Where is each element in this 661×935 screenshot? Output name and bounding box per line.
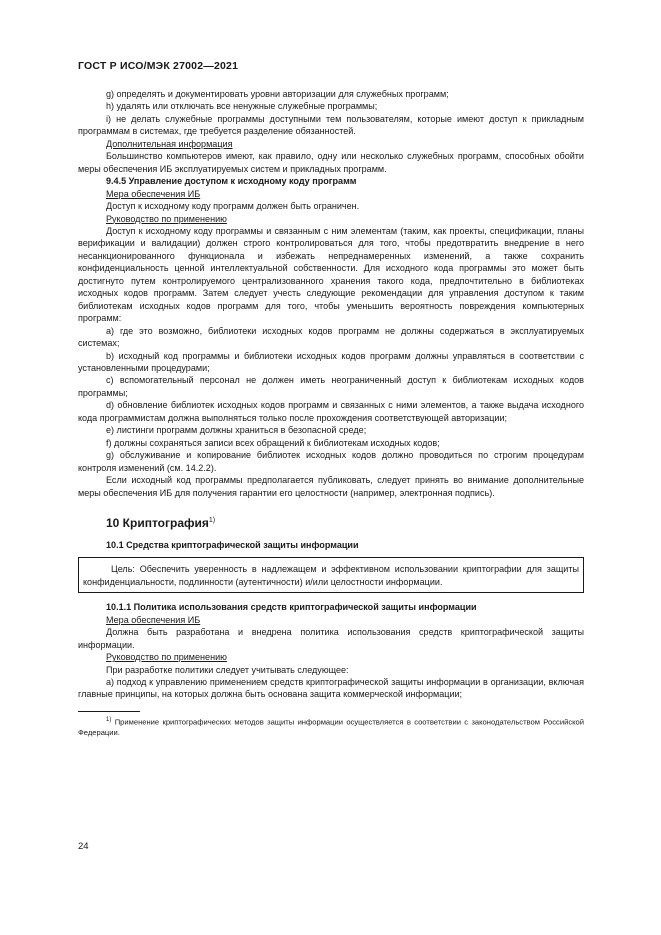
closing-paragraph: Если исходный код программы предполагается публиковать, следует принять во внимание дополнительные меры обеспечения ИБ для получения гарантии его целостности (например, электронная подпись). (78, 475, 584, 498)
section-10-1-title: 10.1 Средства криптографической защиты информации (106, 539, 359, 550)
guidance-label: Руководство по применению (106, 213, 227, 224)
document-header: ГОСТ Р ИСО/МЭК 27002—2021 (78, 60, 239, 72)
objective-text: Цель: Обеспечить уверенность в надлежащем и эффективном использовании криптографии для защиты конфиденциальности, подлинности (аутентичности) и/или целостности информации. (83, 564, 579, 587)
list-item-h: h) удалять или отключать все ненужные служебные программы; (106, 101, 378, 112)
guidance-text: Доступ к исходному коду программы и связанным с ним элементам (таким, как проекты, спецификации, планы верификации и валидации) должен строго контролироваться для того, чтобы предотвратить внедрение в него несанкционированного функционала и избежать непреднамеренных изменений, а также сохранить конфиденциальность ценной интеллектуальной собственности. Для исходного кода программы это может быть достигнуто путем контролируемого централизованного хранения такого кода, предпочтительно в библиотеках исходных кодов программ. Затем следует учесть следующие рекомендации для управления доступом к таким библиотекам исходных кодов программ для того, чтобы уменьшить вероятность повреждения компьютерных программ: (78, 225, 584, 324)
list-item-a: a) где это возможно, библиотеки исходных кодов программ не должны содержаться в эксплуатируемых системах; (78, 325, 584, 349)
additional-info-label: Дополнительная информация (106, 138, 233, 149)
measure-text: Доступ к исходному коду программ должен быть ограничен. (106, 201, 360, 212)
section-10-1-1-title: 10.1.1 Политика использования средств криптографической защиты информации (106, 602, 477, 613)
footnote (78, 715, 584, 739)
list-item-c: c) вспомогательный персонал не должен иметь неограниченный доступ к библиотекам исходных кодов программы; (78, 375, 584, 398)
list-item-i: i) не делать служебные программы доступными тем пользователям, которые имеют доступ к прикладным программам в системах, где требуется разделение обязанностей. (78, 113, 584, 137)
list-item-e: e) листинги программ должны храниться в безопасной среде; (106, 425, 367, 436)
list-item-b: b) исходный код программы и библиотеки исходных кодов программ должны управляться в соответствии с установленными процедурами; (78, 350, 584, 373)
measure-label-2: Мера обеспечения ИБ (106, 614, 201, 625)
list-item-g: g) определять и документировать уровни авторизации для служебных программ; (106, 89, 449, 99)
measure-text-2: Должна быть разработана и внедрена политика использования средств криптографической защиты информации. (78, 627, 584, 650)
objective-box (78, 557, 584, 593)
footnote-text: Применение криптографических методов защиты информации осуществляется в соответствии с законодательством Российской Федерации. (78, 717, 584, 737)
section-10-title-text: 10 Криптография (106, 515, 209, 530)
measure-label: Мера обеспечения ИБ (106, 188, 201, 199)
additional-info-text: Большинство компьютеров имеют, как правило, одну или несколько служебных программ, способных обойти меры обеспечения ИБ эксплуатируемых систем и прикладных программ. (78, 151, 584, 174)
list-item-d: d) обновление библиотек исходных кодов программ и связанных с ними элементов, а также выдача исходного кода программистам должна выполняться только после прохождения соответствующей авторизации; (78, 400, 584, 423)
list-item-g2: g) обслуживание и копирование библиотек исходных кодов должно проводиться по строгим процедурам контроля изменений (см. 14.2.2). (78, 450, 584, 473)
page-content (78, 88, 584, 738)
section-9-4-5-title: 9.4.5 Управление доступом к исходному коду программ (106, 176, 357, 187)
list-item-f: f) должны сохраняться записи всех обращений к библиотекам исходных кодов; (106, 437, 440, 448)
footnote-ref: 1) (208, 516, 216, 524)
footnote-marker: 1) (106, 716, 112, 723)
section-10-title (78, 513, 584, 531)
footnote-divider (78, 711, 140, 712)
guidance-text-2: При разработке политики следует учитывать следующее: (106, 664, 349, 675)
list-item-a-2: a) подход к управлению применением средств криптографической защиты информации в организации, включая главные принципы, на которых должна быть основана защита коммерческой информации; (78, 677, 584, 700)
guidance-label-2: Руководство по применению (106, 652, 227, 663)
page-number: 24 (78, 841, 89, 852)
